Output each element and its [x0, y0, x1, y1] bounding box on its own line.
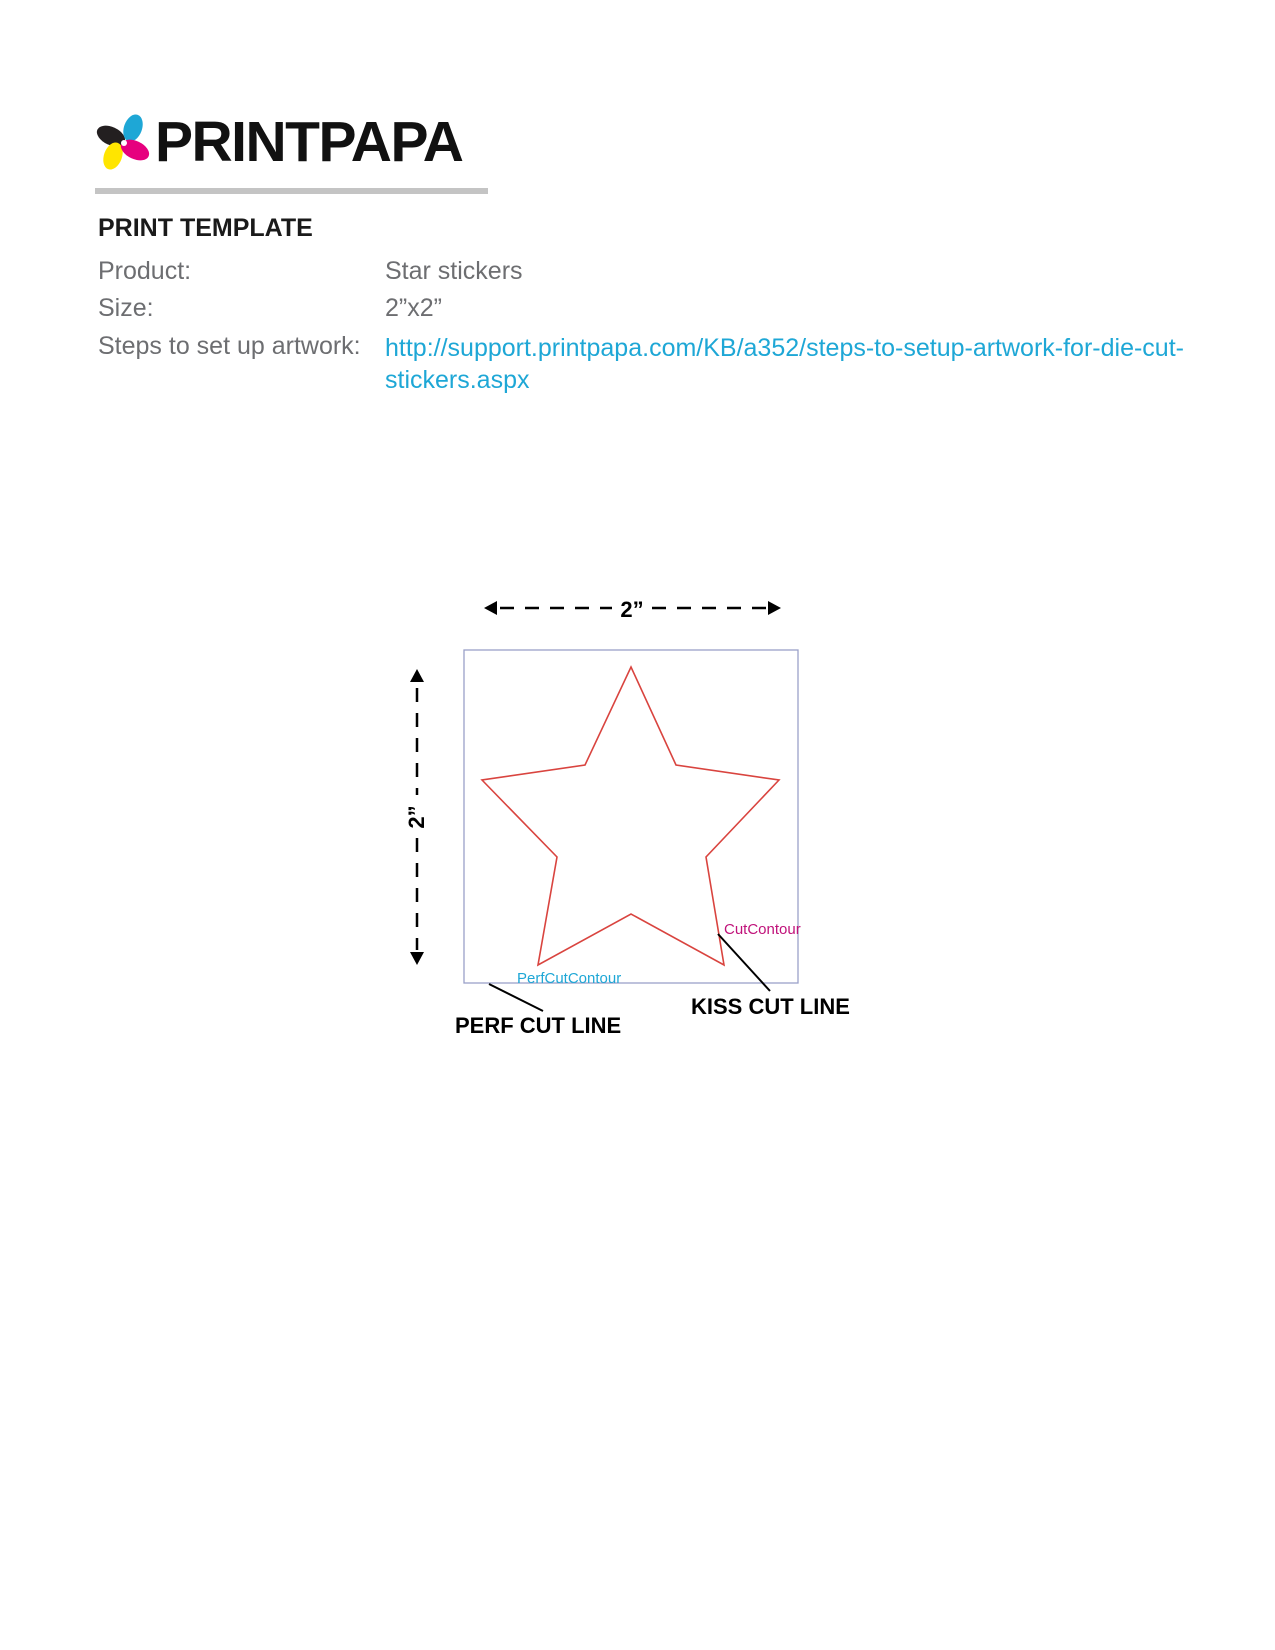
size-value: 2”x2” — [385, 294, 442, 322]
kiss-cut-line-label: KISS CUT LINE — [691, 994, 850, 1019]
height-label: 2” — [404, 805, 429, 829]
height-arrow-down-icon — [410, 952, 424, 965]
width-arrow-right-icon — [768, 601, 781, 615]
width-arrow-left-icon — [484, 601, 497, 615]
artwork-steps-label: Steps to set up artwork: — [98, 332, 361, 360]
product-label: Product: — [98, 257, 192, 285]
size-label: Size: — [98, 294, 154, 322]
cut-contour-label: CutContour — [724, 921, 801, 938]
template-title: PRINT TEMPLATE — [98, 214, 313, 242]
width-label: 2” — [620, 597, 644, 622]
artwork-steps-link[interactable]: http://support.printpapa.com/KB/a352/steps-to-setup-artwork-for-die-cut-stickers.aspx — [385, 334, 1184, 394]
perf-cut-leader-line — [489, 984, 543, 1011]
height-dimension — [404, 669, 429, 965]
product-value: Star stickers — [385, 257, 523, 285]
width-dimension — [484, 597, 781, 622]
perf-cut-contour-label: PerfCutContour — [517, 970, 622, 987]
height-arrow-up-icon — [410, 669, 424, 682]
logo-wordmark: PRINTPAPA — [155, 110, 463, 174]
perf-cut-line-label: PERF CUT LINE — [455, 1013, 622, 1038]
